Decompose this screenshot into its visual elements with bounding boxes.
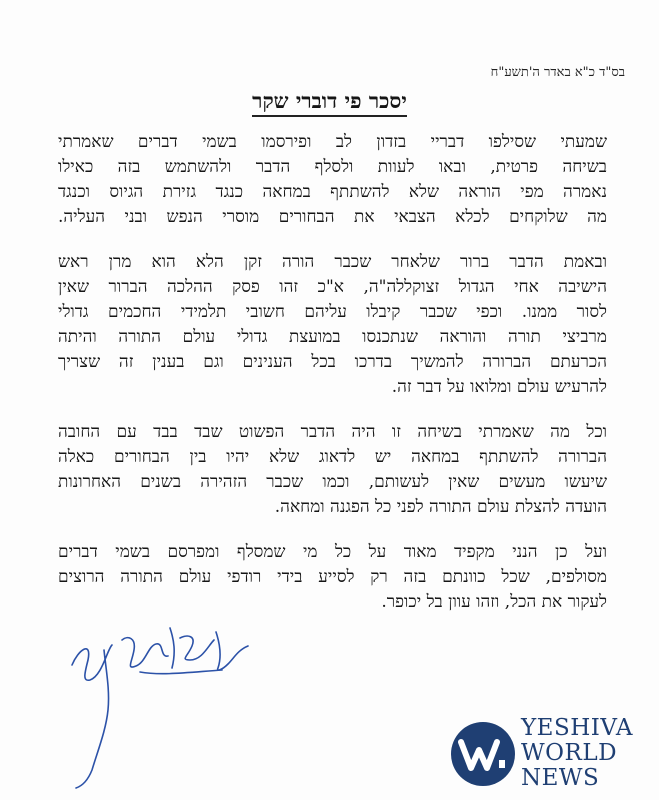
paragraph-4 [58,540,607,615]
text-line: מרביצי תורה והוראה שנתכנסו במועצת גדולי עולם התורה והיתה [58,327,607,347]
letter-title-text: יסכר פי דוברי שקר [252,88,407,117]
publisher-name-line: NEWS [521,765,600,791]
text-line: להרעיש עולם ומלואו על דבר זה. [391,377,607,397]
text-line: מסולפים, שכל כוונתם בזה רק לסייע בידי רודפי עולם התורה הרוצים [58,567,607,587]
text-line: ובאמת הדבר ברור שלאחר שכבר הורה זקן הלא הוא מרן ראש [58,252,607,272]
publisher-watermark [449,714,649,792]
text-line: לסור ממנו. וכפי שכבר קיבלו עליהם חשובי תלמידי החכמים גדולי [58,302,607,322]
paragraph-3 [58,420,607,520]
text-line: נאמרה מפי הוראה שלא להשתתף במחאה כנגד גזירת הגיוס וכנגד [58,182,607,202]
text-line: הברורה להשתתף במחאה יש לדאוג שלא יהיו בין הבחורים כאלה [58,447,607,467]
text-line: הועדה להצלת עולם התורה לפני כל הפגנה ומחאה. [274,497,607,517]
text-line: שיעשו מעשים שאין לעשותם, וכמו שכבר הזהירה בשנים האחרונות [58,472,607,492]
text-line: הכרעתם הברורה להמשיך בדרכו בכל הענינים וגם בענין זה שצריך [58,352,607,372]
publisher-name-line: YESHIVA [521,715,634,741]
text-line: הישיבה אחי הגדול זצוקללה"ה, א"כ זהו פסק ההלכה הברור שאין [58,277,607,297]
text-line: מה שלוקחים לכלא הצבאי את הבחורים מוסרי הנפש ובני העליה. [58,207,607,227]
text-line: לעקור את הכל, וזהו עוון בל יכופר. [381,592,607,612]
text-line: בשיחה פרטית, ובאו לעוות ולסלף הדבר ולהשתמש בזה כאילו [58,157,607,177]
paragraph-1 [58,130,607,230]
text-line: וכל מה שאמרתי בשיחה זו היה הדבר הפשוט שבד בבד עם החובה [58,422,607,442]
letter-title [0,88,659,114]
signature-icon [52,610,272,790]
letter-body [58,130,607,635]
ywn-w-logo-icon [449,720,517,788]
date-line: בס"ד כ"א באדר ה'תשע"ח [490,65,625,80]
paragraph-2 [58,250,607,400]
publisher-name-line: WORLD [521,740,618,766]
publisher-name [521,716,633,791]
text-line: ועל כן הנני מקפיד מאוד על כל מי שמסלף ומפרסם בשמי דברים [58,542,607,562]
text-line: שמעתי שסילפו דבריי בזדון לב ופירסמו בשמי דברים שאמרתי [58,132,607,152]
